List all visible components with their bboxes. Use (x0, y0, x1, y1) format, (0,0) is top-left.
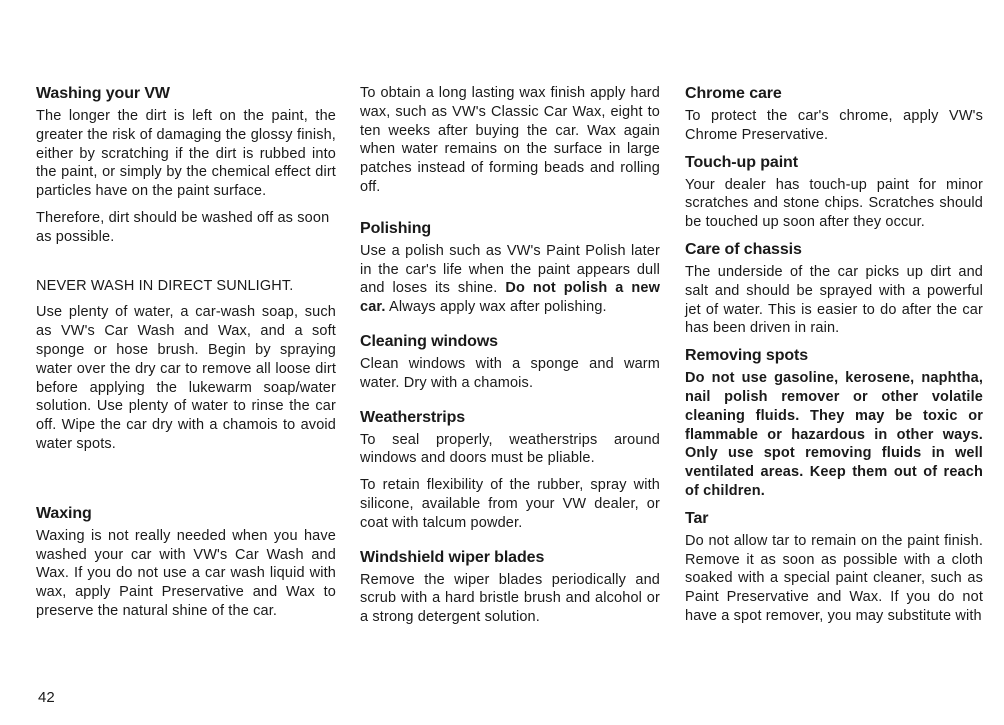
chassis-heading: Care of chassis (685, 240, 802, 258)
touch-up-paragraph: Your dealer has touch-up paint for minor scratches and stone chips. Scratches should be touched up soon after they occur. (685, 176, 983, 231)
column-1 (36, 84, 336, 629)
washing-heading: Washing your VW (36, 85, 170, 102)
cleaning-windows-paragraph: Clean windows with a sponge and warm water. Dry with a chamois. (360, 355, 660, 391)
spacer (36, 462, 336, 504)
tar-paragraph: Do not allow tar to remain on the paint finish. Remove it as soon as possible with a cloth soaked with a special paint cleaner, such as Paint Preservative and Wax. If you do not have a spot remover, you may substitute with (685, 532, 983, 624)
column-2 (360, 84, 660, 635)
polishing-warning: Do not polish a new car. (360, 280, 660, 316)
chrome-care-paragraph: To protect the car's chrome, apply VW's Chrome Preservative. (685, 108, 983, 143)
tar-heading: Tar (685, 509, 709, 527)
cleaning-windows-heading: Cleaning windows (360, 332, 498, 350)
weatherstrips-heading: Weatherstrips (360, 408, 466, 426)
wiper-blades-heading: Windshield wiper blades (360, 548, 545, 566)
chrome-care-heading: Chrome care (685, 85, 782, 102)
wiper-blades-paragraph: Remove the wiper blades periodically and scrub with a hard bristle brush and alcohol or a strong detergent solution. (360, 571, 660, 626)
washing-paragraph-1: The longer the dirt is left on the paint, the greater the risk of damaging the glossy finish, either by scratching if the dirt is rubbed into the paint, or simply by the chemical effect dirt particles have on the paint surface. (36, 108, 336, 200)
weatherstrips-paragraph-2: To retain flexibility of the rubber, spray with silicone, available from your VW dealer, or coat with talcum powder. (360, 477, 660, 531)
polishing-text-a: Use a polish such as VW's Paint Polish later in the car's life when the paint appears dull and loses its shine. (360, 242, 660, 297)
weatherstrips-paragraph-1: To seal properly, weatherstrips around windows and doors must be pliable. (360, 431, 660, 467)
wax-paragraph: To obtain a long lasting wax finish apply hard wax, such as VW's Classic Car Wax, eight to ten weeks after buying the car. Wax again when water remains on the surface in large patches instead of forming beads and rolling off. (360, 85, 660, 195)
spacer (360, 401, 660, 408)
touch-up-heading: Touch-up paint (685, 153, 798, 171)
washing-paragraph-2: Therefore, dirt should be washed off as soon as possible. (36, 209, 330, 245)
waxing-paragraph-1: Waxing is not really needed when you have washed your car with VW's Car Wash and Wax. If you do not use a car wash liquid with wax, apply Paint Preservative and Wax to preserve the natural shine of the car. (36, 527, 336, 619)
spacer (360, 541, 660, 548)
removing-spots-warning: Do not use gasoline, kerosene, naphtha, nail polish remover or other volatile cleaning fluids. They may be toxic or flammable or hazardous in other ways. Only use spot removing fluids in well ventilated areas. Keep them out of reach of children. (685, 370, 983, 499)
polishing-heading: Polishing (360, 219, 432, 237)
column-3 (685, 84, 983, 634)
spacer (36, 255, 336, 277)
waxing-heading: Waxing (36, 504, 92, 522)
page-number: 42 (38, 689, 55, 706)
removing-spots-heading: Removing spots (685, 347, 809, 365)
chassis-paragraph: The underside of the car picks up dirt and salt and should be sprayed with a powerful jet of water. This is easier to do after the car has been driven in rain. (685, 263, 983, 337)
sunlight-warning: NEVER WASH IN DIRECT SUNLIGHT. (36, 277, 294, 294)
polishing-paragraph (360, 242, 660, 317)
spacer (360, 325, 660, 332)
washing-paragraph-3: Use plenty of water, a car-wash soap, such as VW's Car Wash and Wax, and a soft sponge or hose brush. Begin by spraying water over the dry car to remove all loose dirt before applying the lukewarm soap/water solution. Use plenty of water to rinse the car off. Wipe the car dry with a chamois to avoid water spots. (36, 304, 336, 452)
spacer (360, 205, 660, 219)
polishing-text-c: Always apply wax after polishing. (389, 299, 607, 316)
